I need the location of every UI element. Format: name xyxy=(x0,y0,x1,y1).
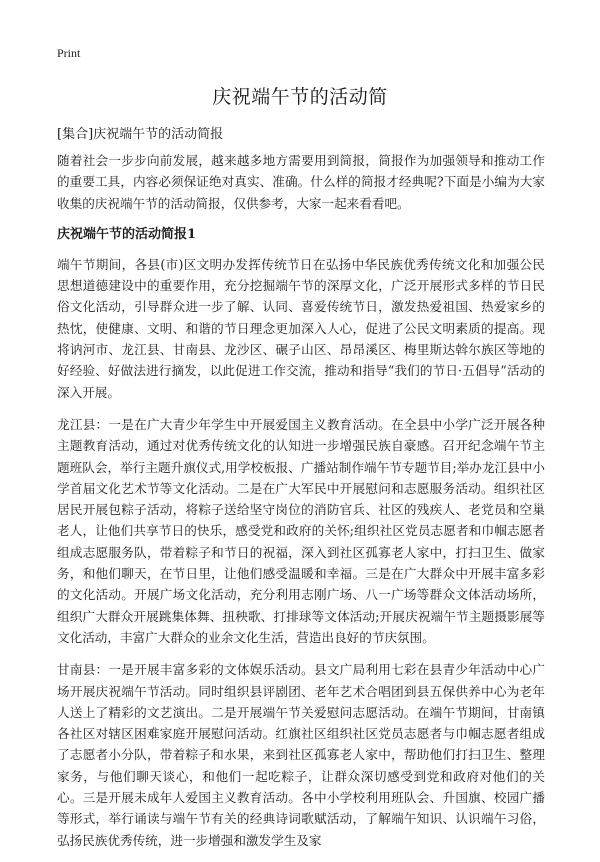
section-heading: 庆祝端午节的活动简报1 xyxy=(57,226,197,242)
print-label[interactable]: Print xyxy=(57,46,81,60)
intro-paragraph: 随着社会一步步向前发展，越来越多地方需要用到简报，简报作为加强领导和推动工作的重要工具，内容必须保证绝对真实、准确。什么样的简报才经典呢?下面是小编为大家收集的庆祝端午节的活动简报，仅供参考，大家一起来看看吧。 xyxy=(57,153,545,211)
body-paragraph: 甘南县：一是开展丰富多彩的文体娱乐活动。县文广局利用七彩在县青少年活动中心广场开展庆祝端午节活动。同时组织县评剧团、老年艺术合唱团到县五保供养中心为老年人送上了精彩的文艺演出。二是开展端午节关爱慰问志愿活动。在端午节期间，甘南镇各社区对辖区困难家庭开展慰问活动。红旗社区组织社区党员志愿者与巾帼志愿者组成了志愿者小分队，带着粽子和水果，来到社区孤寡老人家中，帮助他们打扫卫生、整理家务，与他们聊天谈心，和他们一起吃粽子，让群众深切感受到党和政府对他们的关心。三是开展未成年人爱国主义教育活动。各中小学校利用班队会、升国旗、校园广播等形式，举行诵读与端午节有关的经典诗词歌赋活动，了解端午知识、认识端午习俗，弘扬民族优秀传统，进一步增强和激发学生及家 xyxy=(57,662,545,848)
doc-body xyxy=(57,150,545,862)
doc-subtitle: [集合]庆祝端午节的活动简报 xyxy=(57,127,224,142)
body-paragraph: 龙江县：一是在广大青少年学生中开展爱国主义教育活动。在全县中小学广泛开展各种主题教育活动，通过对优秀传统文化的认知进一步增强民族自豪感。召开纪念端午节主题班队会，举行主题升旗仪式,用学校板报、广播站制作端午节专题节目;举办龙江县中小学首届文化艺术节等文化活动。二是在广大军民中开展慰问和志愿服务活动。组织社区居民开展包粽子活动，将粽子送给坚守岗位的消防官兵、社区的残疾人、老党员和空巢老人，让他们共享节日的快乐，感受党和政府的关怀;组织社区党员志愿者和巾帼志愿者组成志愿服务队，带着粽子和节日的祝福，深入到社区孤寡老人家中，打扫卫生、做家务，和他们聊天，在节日里，让他们感受温暖和幸福。三是在广大群众中开展丰富多彩的文化活动。开展广场文化活动，充分利用志刚广场、八一广场等群众文体活动场所，组织广大群众开展跳集体舞、扭秧歌、打排球等文体活动;开展庆祝端午节主题摄影展等文化活动，丰富广大群众的业余文化生活，营造出良好的节庆氛围。 xyxy=(57,416,545,645)
body-paragraph: 端午节期间，各县(市)区文明办发挥传统节日在弘扬中华民族优秀传统文化和加强公民思想道德建设中的重要作用，充分挖掘端午节的深厚文化，广泛开展形式多样的节日民俗文化活动，引导群众进一步了解、认同、喜爱传统节日，激发热爱祖国、热爱家乡的热忱，使健康、文明、和谐的节日理念更加深入人心，促进了公民文明素质的提高。现将讷河市、龙江县、甘南县、龙沙区、碾子山区、昂昂溪区、梅里斯达斡尔族区等地的好经验、好做法进行摘发，以此促进工作交流，推动和指导“我们的节日·五倡导”活动的深入开展。 xyxy=(57,256,545,400)
page-title: 庆祝端午节的活动简 xyxy=(212,86,388,108)
